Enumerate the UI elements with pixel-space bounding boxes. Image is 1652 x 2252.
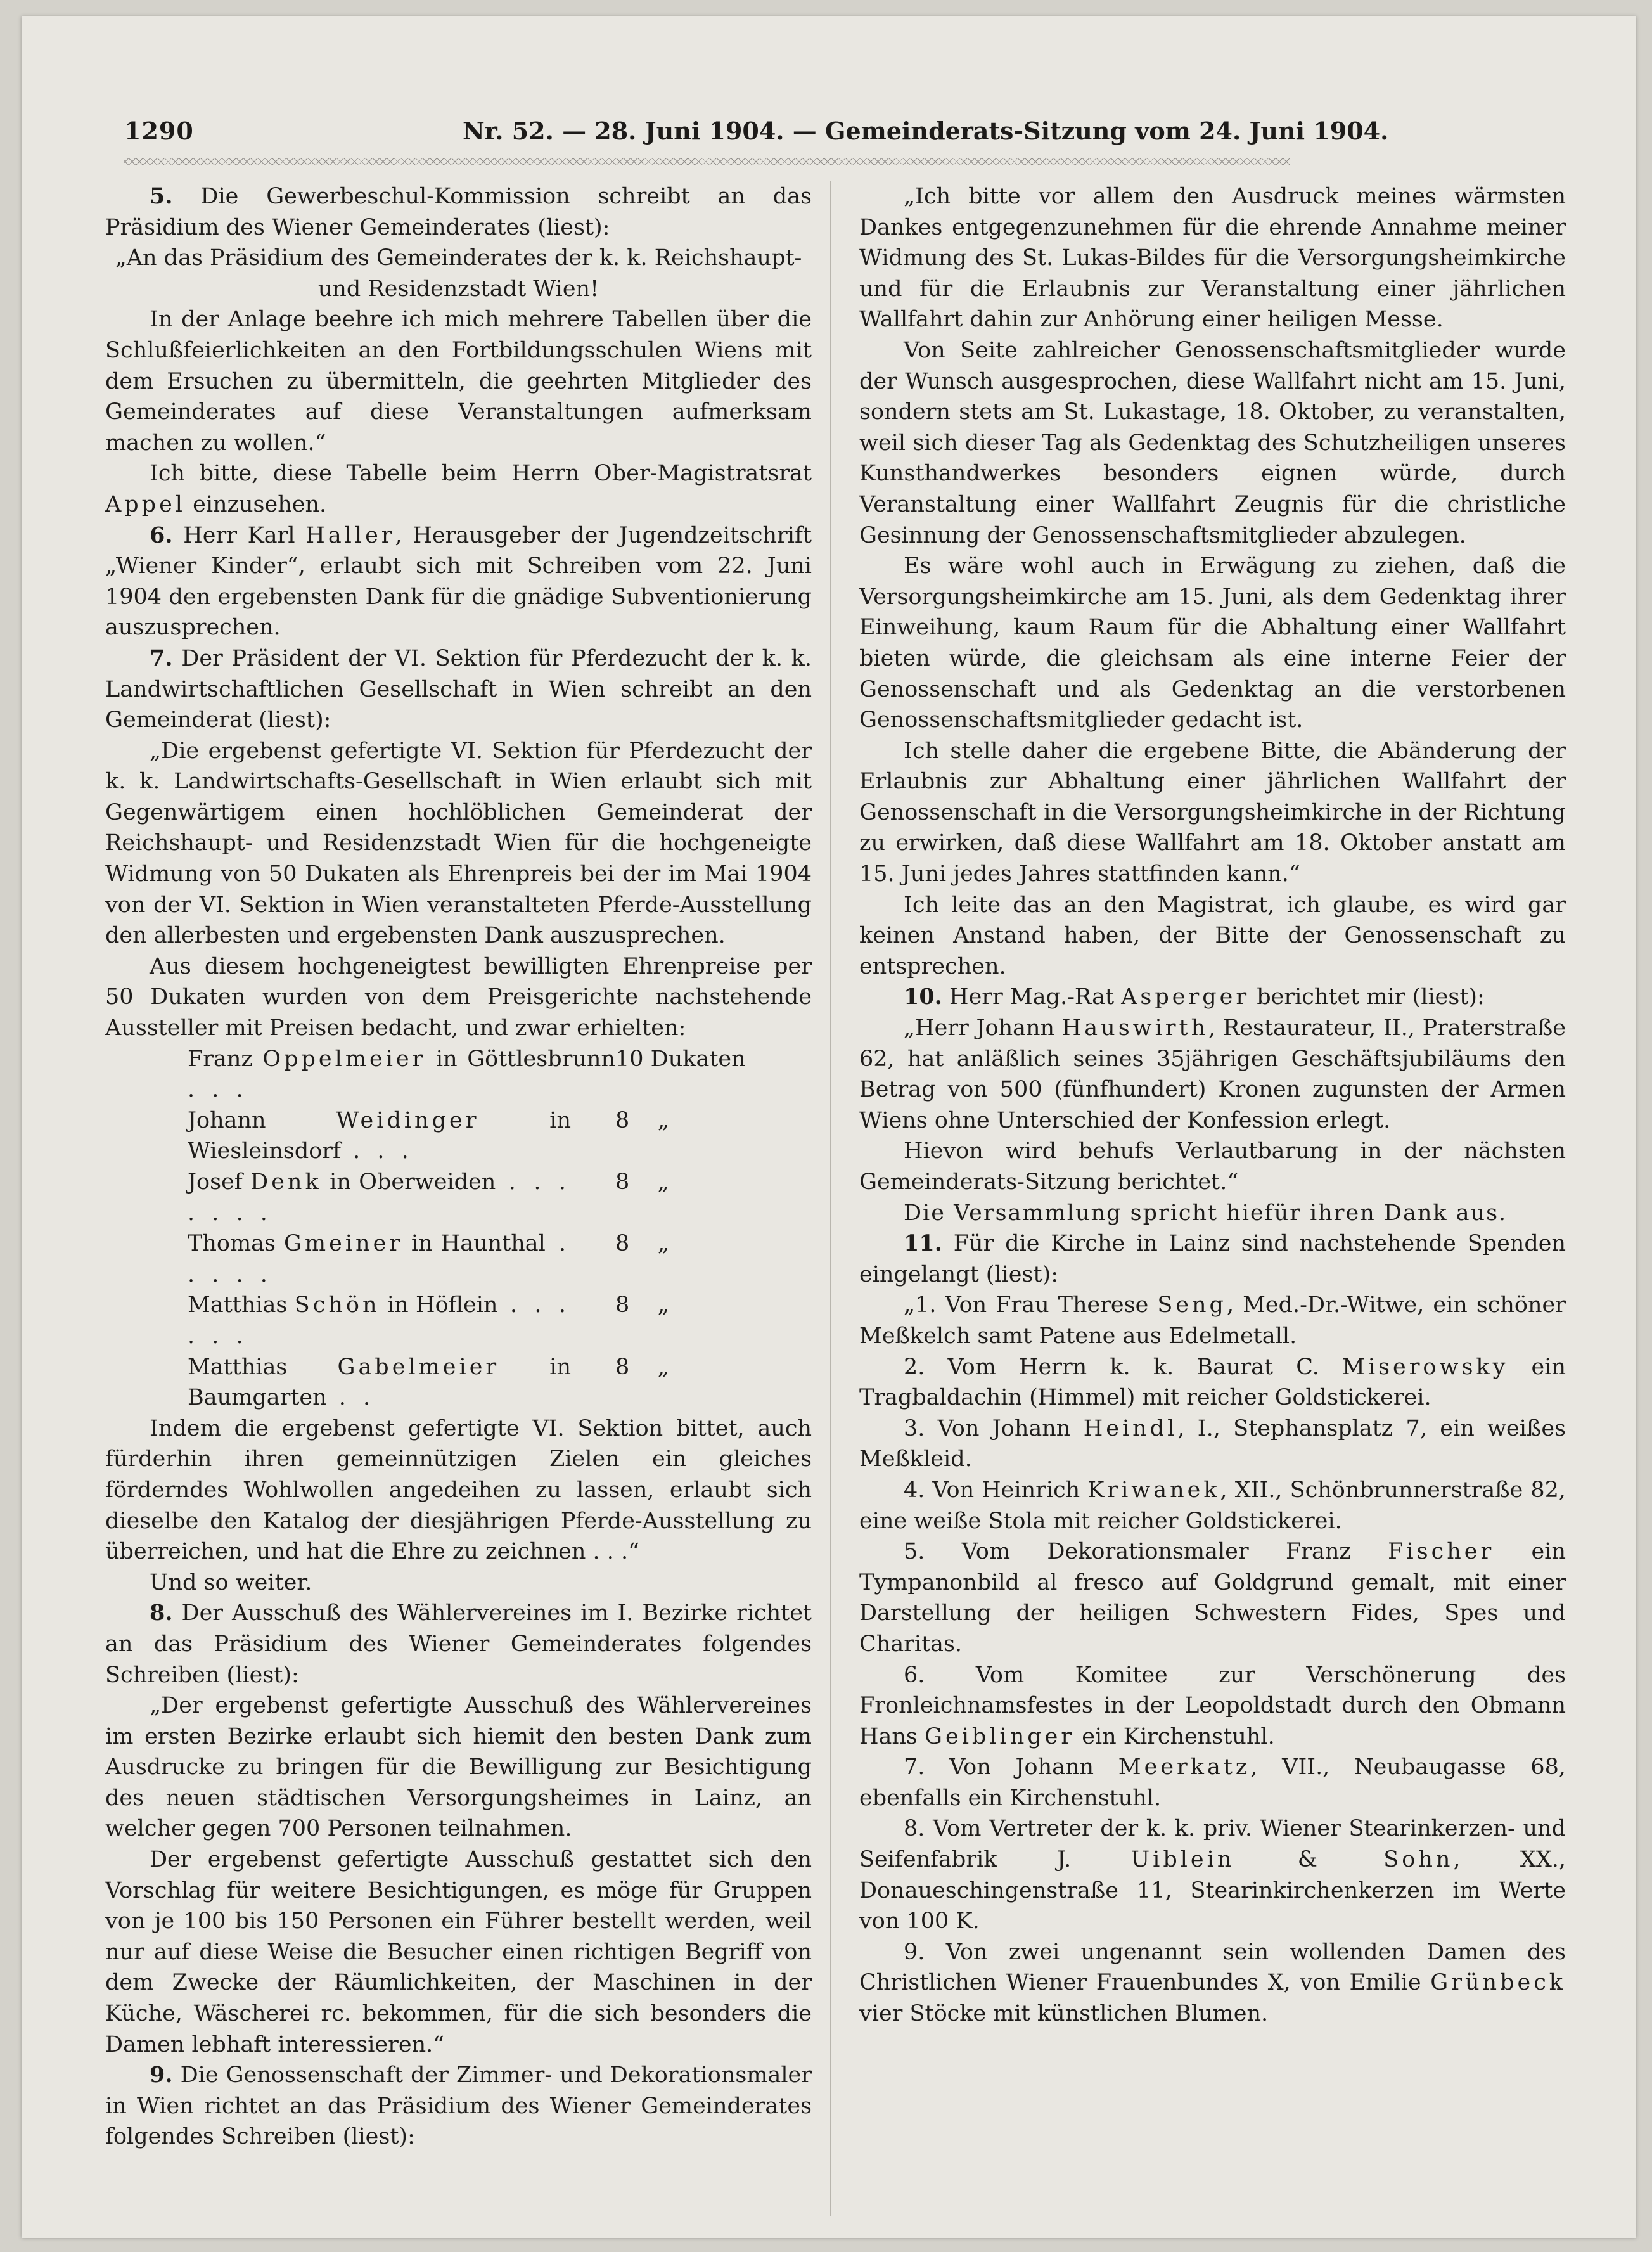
item-number: 7.: [150, 645, 173, 671]
paragraph-7: 7. Der Präsident der VI. Sektion für Pferdezucht der k. k. Landwirtschaftlichen Gesellschaft in Wien schreibt an den Gemeinderat (liest):: [105, 645, 812, 733]
paragraph: „Ich bitte vor allem den Ausdruck meines wärmsten Dankes entgegenzunehmen für die ehrende Annahme meiner Widmung des St. Lukas-Bildes für die Versorgungsheimkirche und für die Erlaubnis zur Veranstaltung einer jährlichen Wallfahrt dahin zur Anhörung einer heiligen Messe.: [859, 184, 1566, 333]
paragraph: Hievon wird behufs Verlautbarung in der nächsten Gemeinderats-Sitzung berichtet.“: [859, 1138, 1566, 1195]
paragraph-6: 6. Herr Karl Haller, Herausgeber der Jugendzeitschrift „Wiener Kinder“, erlaubt sich mit Schreiben vom 22. Juni 1904 den ergebensten Dank für die gnädige Subventionierung auszusprechen.: [105, 522, 812, 641]
paragraph: Ich leite das an den Magistrat, ich glaube, es wird gar keinen Anstand haben, der Bitte der Genossenschaft zu entsprechen.: [859, 892, 1566, 979]
paragraph: „Der ergebenst gefertigte Ausschuß des Wählervereines im ersten Bezirke erlaubt sich hiemit den besten Dank zum Ausdrucke zu bringen für die Bewilligung zur Besichtigung des neuen städtischen Versorgungsheimes in Lainz, an welcher gegen 700 Personen teilnahmen.: [105, 1693, 812, 1842]
prize-row: Johann Weidinger in Wiesleinsdorf . . . 8 „: [188, 1107, 669, 1164]
donation-item: 3. Von Johann Heindl, I., Stephansplatz 7, ein weißes Meßkleid.: [859, 1415, 1566, 1472]
person-name: Appel: [105, 491, 186, 517]
page-number: 1290: [124, 117, 194, 145]
item-number: 9.: [150, 2062, 173, 2088]
paragraph: Der ergebenst gefertigte Ausschuß gestattet sich den Vorschlag für weitere Besichtigungen, es möge für Gruppen von je 100 bis 150 Personen ein Führer bestellt werden, weil nur auf diese Weise die Besucher einen richtigen Begriff von dem Zwecke der Räumlichkeiten, der Maschinen in der Küche, Wäscherei rc. bekommen, für die sich besonders die Damen lebhaft interessieren.“: [105, 1847, 812, 2057]
donation-item: 7. Von Johann Meerkatz, VII., Neubaugasse 68, ebenfalls ein Kirchenstuhl.: [859, 1754, 1566, 1811]
page-title: Nr. 52. — 28. Juni 1904. — Gemeinderats-Sitzung vom 24. Juni 1904.: [463, 117, 1389, 145]
item-number: 6.: [150, 522, 173, 548]
donation-item: „1. Von Frau Therese Seng, Med.-Dr.-Witwe, ein schöner Meßkelch samt Patene aus Edelmetall.: [859, 1292, 1566, 1349]
person-name: Asperger: [1121, 984, 1250, 1010]
address-line: „An das Präsidium des Gemeinderates der k. k. Reichshaupt- und Residenzstadt Wien!: [115, 245, 802, 302]
paragraph: Und so weiter.: [150, 1569, 312, 1595]
prize-row: Matthias Gabelmeier in Baumgarten . . 8 „: [188, 1354, 669, 1411]
paragraph: Ich bitte, diese Tabelle beim Herrn Ober-Magistratsrat Appel einzusehen.: [105, 461, 812, 517]
paragraph: Ich stelle daher die ergebene Bitte, die Abänderung der Erlaubnis zur Abhaltung einer jährlichen Wallfahrt der Genossenschaft in die Versorgungsheimkirche in der Richtung zu erwirken, daß diese Wallfahrt am 18. Oktober anstatt am 15. Juni jedes Jahres stattfinden kann.“: [859, 738, 1566, 887]
item-number: 10.: [904, 984, 942, 1010]
donation-item: 2. Vom Herrn k. k. Baurat C. Miserowsky ein Tragbaldachin (Himmel) mit reicher Goldstickerei.: [859, 1354, 1566, 1411]
item-number: 8.: [150, 1600, 173, 1626]
item-number: 5.: [150, 183, 173, 209]
item-number: 11.: [904, 1230, 942, 1257]
person-name: Hauswirth: [1061, 1015, 1209, 1041]
paragraph: In der Anlage beehre ich mich mehrere Tabellen über die Schlußfeierlichkeiten an den Fortbildungsschulen Wiens mit dem Ersuchen zu übermitteln, die geehrten Mitglieder des Gemeinderates auf diese Veranstaltungen aufmerksam machen zu wollen.“: [105, 307, 812, 456]
donation-item: 9. Von zwei ungenannt sein wollenden Damen des Christlichen Wiener Frauenbundes X, von Emilie Grünbeck vier Stöcke mit künstlichen Blumen.: [859, 1939, 1566, 2027]
column-divider: [830, 181, 831, 2216]
paragraph-11: 11. Für die Kirche in Lainz sind nachstehende Spenden eingelangt (liest):: [859, 1230, 1566, 1287]
page-header: [124, 117, 1389, 155]
prize-row: Franz Oppelmeier in Göttlesbrunn . . . 10 Dukaten: [188, 1046, 746, 1103]
left-column: [105, 181, 812, 2152]
paragraph: Es wäre wohl auch in Erwägung zu ziehen, daß die Versorgungsheimkirche am 15. Juni, als dem Gedenktag ihrer Einweihung, kaum Raum für die Abhaltung einer Wallfahrt bieten würde, die gleichsam als eine interne Feier der Genossenschaft und als Gedenktag an die verstorbenen Genossenschaftsmitglieder gedacht ist.: [859, 553, 1566, 733]
paragraph: Von Seite zahlreicher Genossenschaftsmitglieder wurde der Wunsch ausgesprochen, diese Wallfahrt nicht am 15. Juni, sondern stets am St. Lukastage, 18. Oktober, zu veranstalten, weil sich dieser Tag als Gedenktag des Schutzheiligen unseres Kunsthandwerkes besonders eignen würde, durch Veranstaltung einer Wallfahrt Zeugnis für die christliche Gesinnung der Genossenschaftsmitglieder abzulegen.: [859, 337, 1566, 548]
prize-list: [105, 1044, 812, 1413]
paragraph: Indem die ergebenst gefertigte VI. Sektion bittet, auch fürderhin ihren gemeinnützigen Zielen ein gleiches förderndes Wohlwollen angedeihen zu lassen, erlaubt sich dieselbe den Katalog der diesjährigen Pferde-Ausstellung zu überreichen, und hat die Ehre zu zeichnen . . .“: [105, 1415, 812, 1565]
paragraph-8: 8. Der Ausschuß des Wählervereines im I. Bezirke richtet an das Präsidium des Wiener Gemeinderates folgendes Schreiben (liest):: [105, 1600, 812, 1688]
paragraph: Die Versammlung spricht hiefür ihren Dank aus.: [904, 1200, 1508, 1226]
prize-row: Thomas Gmeiner in Haunthal . . . . . 8 „: [188, 1231, 669, 1287]
paragraph-5: 5. Die Gewerbeschul-Kommission schreibt an das Präsidium des Wiener Gemeinderates (liest):: [105, 183, 812, 240]
prize-row: Josef Denk in Oberweiden . . . . . . . 8 „: [188, 1169, 669, 1226]
paragraph: Aus diesem hochgeneigtest bewilligten Ehrenpreise per 50 Dukaten wurden von dem Preisgerichte nachstehende Aussteller mit Preisen bedacht, und zwar erhielten:: [105, 953, 812, 1041]
donation-item: 8. Vom Vertreter der k. k. priv. Wiener Stearinkerzen- und Seifenfabrik J. Uiblein & Sohn, XX., Donaueschingenstraße 11, Stearinkirchenkerzen im Werte von 100 K.: [859, 1816, 1566, 1934]
person-name: Haller: [305, 522, 395, 548]
donation-item: 4. Von Heinrich Kriwanek, XII., Schönbrunnerstraße 82, eine weiße Stola mit reicher Goldstickerei.: [859, 1477, 1566, 1534]
right-column: [859, 181, 1566, 2030]
prize-row: Matthias Schön in Höflein . . . . . . 8 „: [188, 1292, 669, 1349]
paragraph: „Die ergebenst gefertigte VI. Sektion für Pferdezucht der k. k. Landwirtschafts-Gesellschaft in Wien erlaubt sich mit Gegenwärtigem einen hochlöblichen Gemeinderat der Reichshaupt- und Residenzstadt Wien für die hochgeneigte Widmung von 50 Dukaten als Ehrenpreis bei der im Mai 1904 von der VI. Sektion in Wien veranstalteten Pferde-Ausstellung den allerbesten und ergebensten Dank auszusprechen.: [105, 738, 812, 949]
paragraph: „Herr Johann Hauswirth, Restaurateur, II., Praterstraße 62, hat anläßlich seines 35jährigen Geschäftsjubiläums den Betrag von 500 (fünfhundert) Kronen zugunsten der Armen Wiens ohne Unterschied der Konfession erlegt.: [859, 1015, 1566, 1133]
header-rule: [124, 158, 1290, 165]
donation-item: 5. Vom Dekorationsmaler Franz Fischer ein Tympanonbild al fresco auf Goldgrund gemalt, mit einer Darstellung der heiligen Schwestern Fides, Spes und Charitas.: [859, 1539, 1566, 1657]
donation-item: 6. Vom Komitee zur Verschönerung des Fronleichnamsfestes in der Leopoldstadt durch den Obmann Hans Geiblinger ein Kirchenstuhl.: [859, 1662, 1566, 1749]
paragraph-10: 10. Herr Mag.-Rat Asperger berichtet mir (liest):: [904, 984, 1485, 1010]
paragraph-9: 9. Die Genossenschaft der Zimmer- und Dekorationsmaler in Wien richtet an das Präsidium des Wiener Gemeinderates folgendes Schreiben (liest):: [105, 2062, 812, 2150]
